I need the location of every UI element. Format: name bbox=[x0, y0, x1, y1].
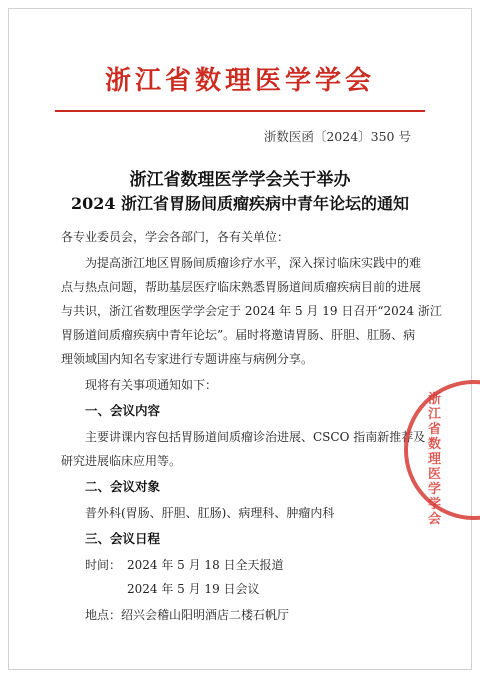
intro-line-3: 与共识，浙江省数理医学学会定于 2024 年 5 月 19 日召开“2024 浙江 bbox=[61, 304, 442, 318]
notice-line: 现将有关事项通知如下： bbox=[85, 378, 218, 392]
section-3-heading: 三、会议日程 bbox=[85, 531, 161, 546]
intro-line-2: 点与热点问题，帮助基层医疗临床熟悉胃肠道间质瘤疾病目前的进展 bbox=[61, 280, 422, 294]
time-label: 时间： bbox=[85, 558, 122, 572]
place-line: 地点：绍兴会稽山阳明酒店二楼石帆厅 bbox=[85, 608, 290, 622]
document-page bbox=[8, 8, 472, 670]
time-line-2: 2024 年 5 月 19 日会议 bbox=[127, 582, 260, 596]
letterhead-red-rule bbox=[55, 110, 425, 112]
section-1-line-2: 研究进展临床应用等。 bbox=[61, 454, 182, 468]
seal-lettering: 浙江省数理医学学会 bbox=[428, 392, 442, 527]
document-title-line-2: 2024 浙江省胃肠间质瘤疾病中青年论坛的通知 bbox=[70, 194, 410, 213]
section-2-heading: 二、会议对象 bbox=[85, 479, 161, 494]
intro-line-4: 胃肠道间质瘤疾病中青年论坛”。届时将邀请胃肠、肝胆、肛肠、病 bbox=[61, 328, 416, 342]
section-2-text: 普外科(胃肠、肝胆、肛肠)、病理科、肿瘤内科 bbox=[85, 506, 335, 520]
intro-line-5: 理领域国内知名专家进行专题讲座与病例分享。 bbox=[61, 352, 314, 366]
salutation: 各专业委员会，学会各部门，各有关单位： bbox=[61, 230, 290, 244]
document-reference-number: 浙数医函〔2024〕350 号 bbox=[263, 129, 411, 144]
document-title-line-1: 浙江省数理医学学会关于举办 bbox=[129, 170, 351, 190]
section-1-line-1: 主要讲课内容包括胃肠道间质瘤诊治进展、CSCO 指南新推荐及 bbox=[85, 430, 426, 444]
time-line-1: 2024 年 5 月 18 日全天报道 bbox=[127, 558, 284, 572]
intro-line-1: 为提高浙江地区胃肠间质瘤诊疗水平，深入探讨临床实践中的难 bbox=[85, 256, 422, 270]
org-letterhead-title: 浙江省数理医学学会 bbox=[104, 66, 375, 96]
section-1-heading: 一、会议内容 bbox=[85, 403, 161, 418]
